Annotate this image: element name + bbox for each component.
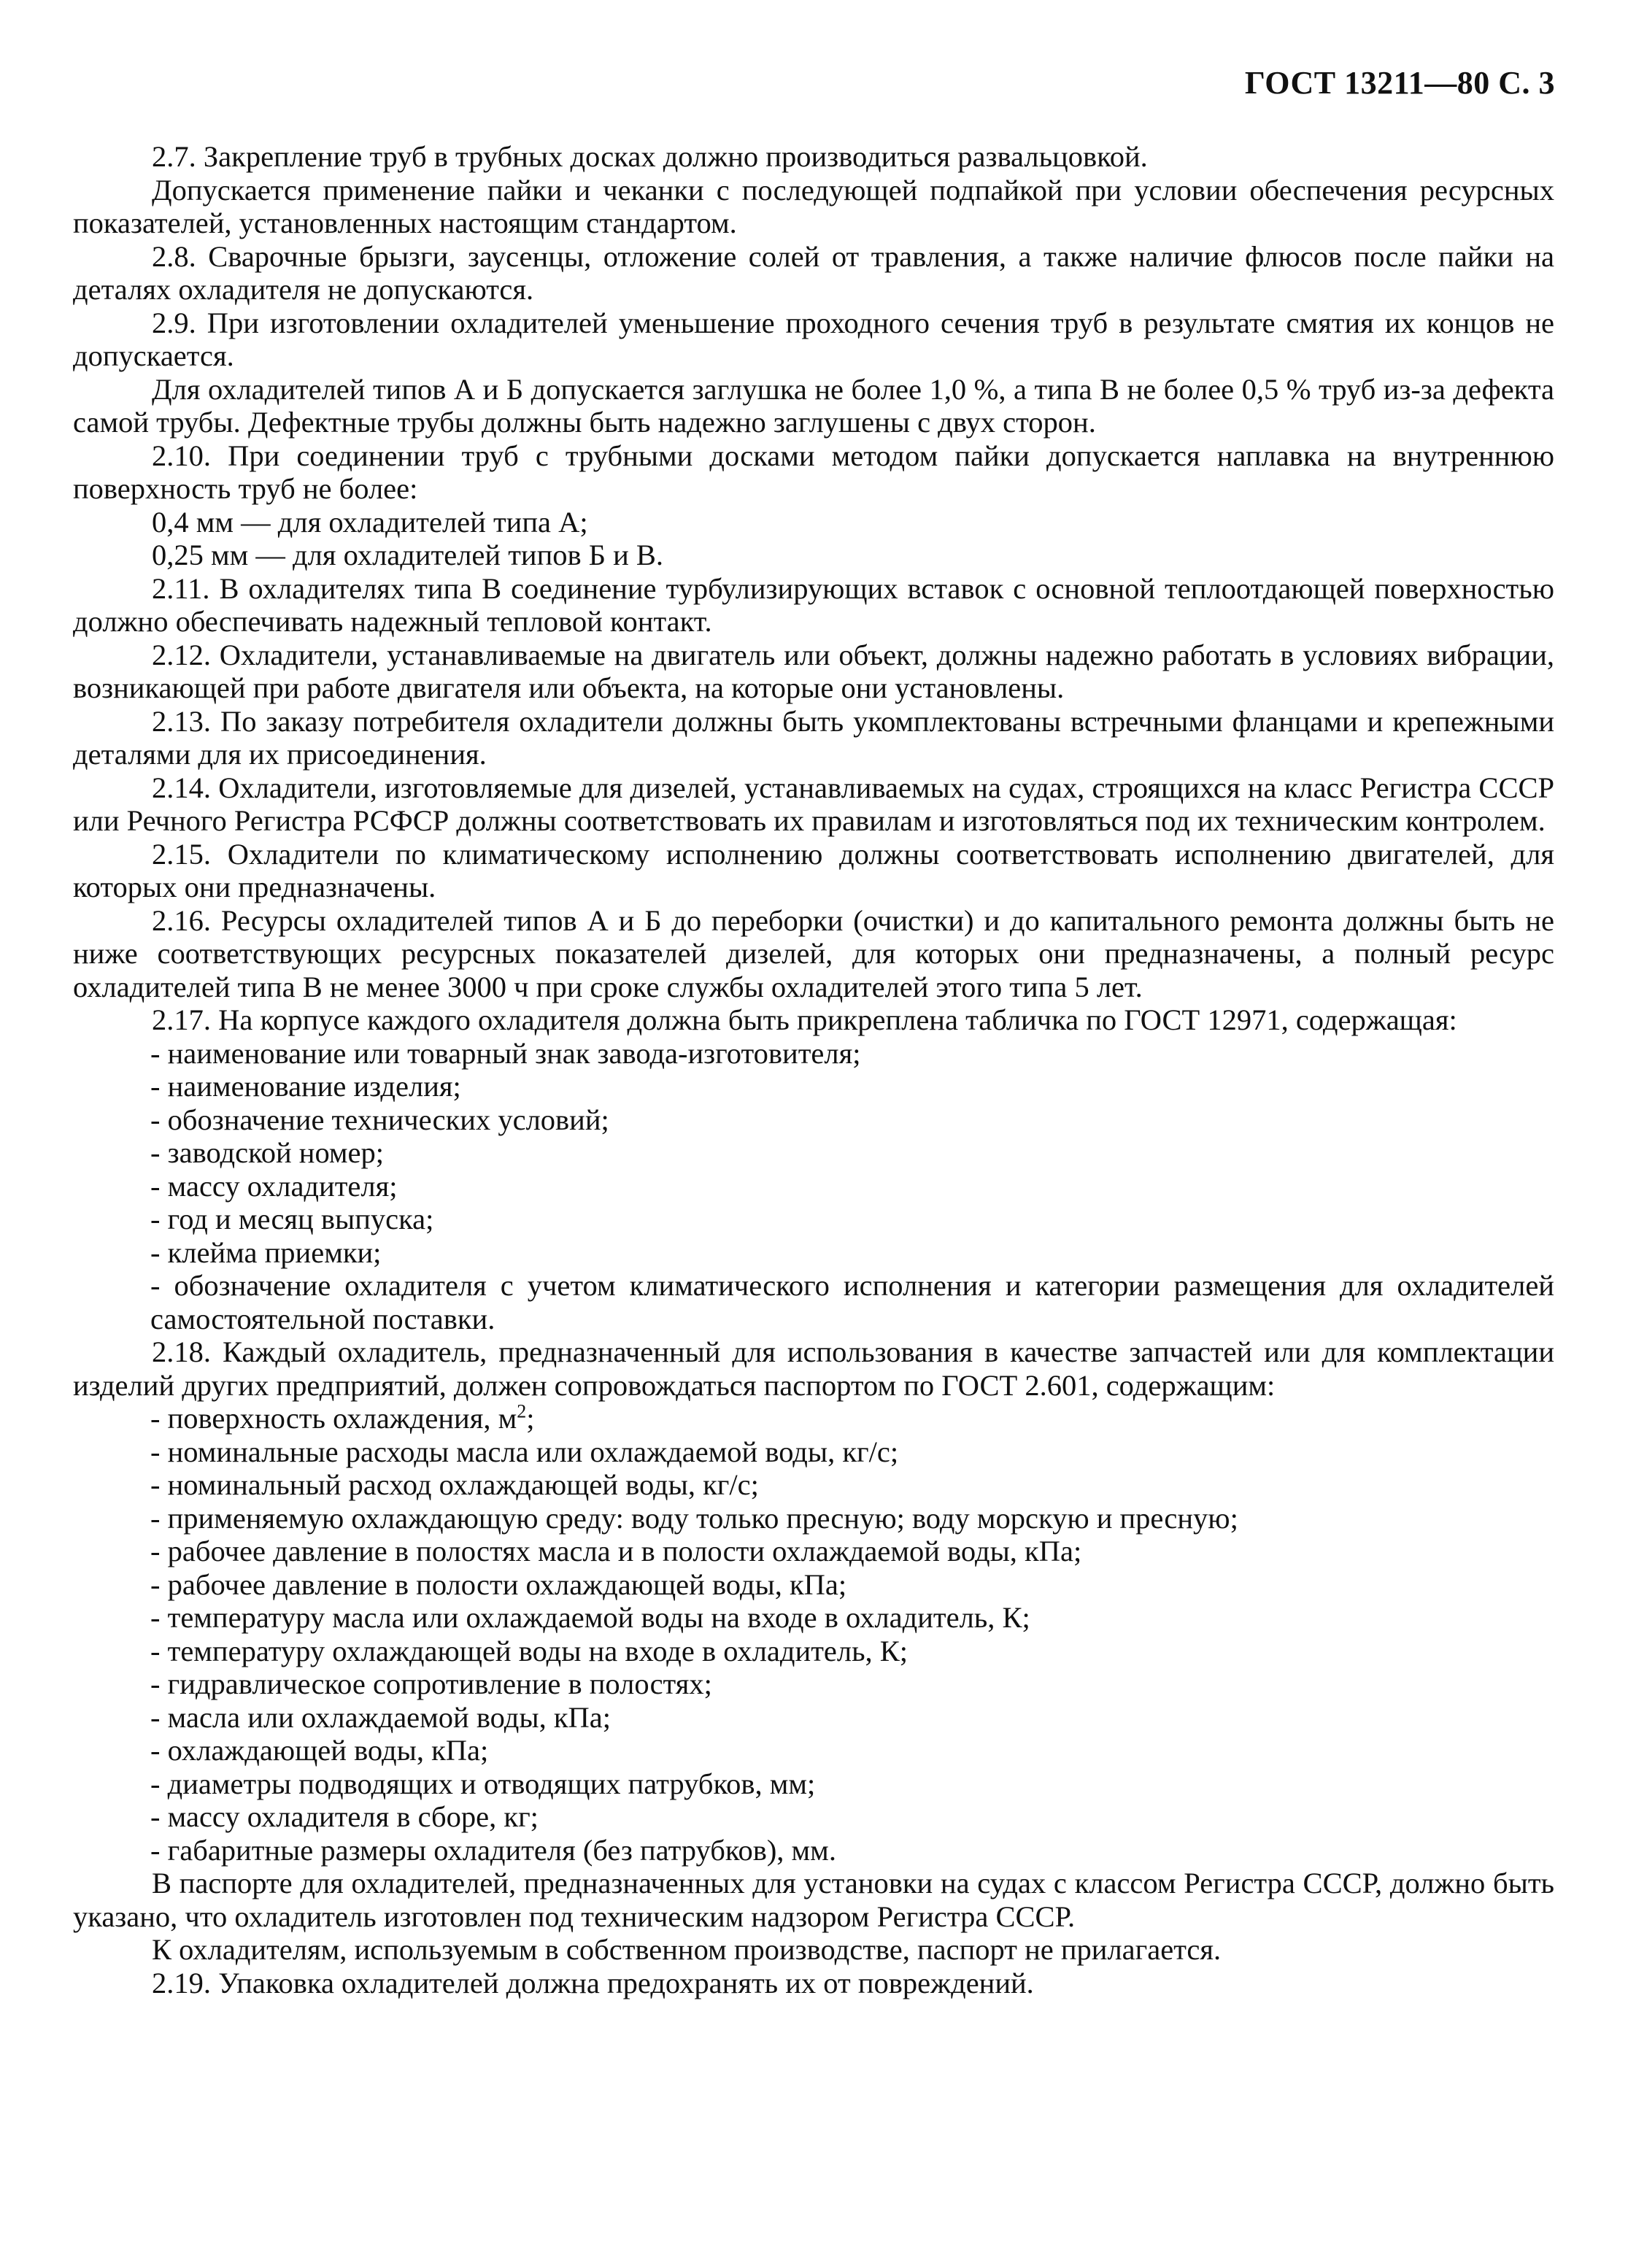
clause-2-10-item-b: 0,25 мм — для охладителей типов Б и В. [152, 539, 664, 571]
list-item: - рабочее давление в полостях масла и в полости охлаждаемой воды, кПа; [73, 1535, 1554, 1568]
list-item: - температуру масла или охлаждаемой воды на входе в охладитель, К; [73, 1601, 1554, 1635]
list-item: - гидравлическое сопротивление в полостях; [73, 1667, 1554, 1701]
clause-2-18-own-use: К охладителям, используемым в собственном производстве, паспорт не прилагается. [152, 1933, 1222, 1966]
list-item: - год и месяц выпуска; [73, 1203, 1554, 1236]
clause-2-16: 2.16. Ресурсы охладителей типов А и Б до переборки (очистки) и до капитального ремонта должны быть не ниже соответствующих ресурсных показателей дизелей, для которых они предназначены, а полный ресурс охладителей типа В не менее 3000 ч при сроке службы охладителей этого типа 5 лет. [73, 903, 1554, 1003]
list-item-wrapped: - обозначение охладителя с учетом климатического исполнения и категории размещения для охладителей самостоятельной поставки. [73, 1269, 1554, 1335]
clause-2-10-item-a: 0,4 мм — для охладителей типа А; [152, 505, 588, 539]
list-item: - габаритные размеры охладителя (без патрубков), мм. [73, 1834, 1554, 1867]
clause-2-7: 2.7. Закрепление труб в трубных досках должно производиться развальцовкой. [152, 140, 1148, 173]
list-item: - номинальные расходы масла или охлаждаемой воды, кг/с; [73, 1435, 1554, 1469]
clause-2-7-note: Допускается применение пайки и чеканки с последующей подпайкой при условии обеспечения ресурсных показателей, установленных настоящим стандартом. [73, 173, 1554, 239]
list-item: - наименование изделия; [73, 1070, 1554, 1103]
clause-2-8: 2.8. Сварочные брызги, заусенцы, отложение солей от травления, а также наличие флюсов после пайки на деталях охладителя не допускаются. [73, 239, 1554, 306]
list-item: - обозначение технических условий; [73, 1103, 1554, 1137]
clause-2-19: 2.19. Упаковка охладителей должна предохранять их от повреждений. [152, 1966, 1034, 1999]
superscript: 2 [517, 1400, 527, 1422]
list-item: - массу охладителя в сборе, кг; [73, 1800, 1554, 1834]
clause-2-18: 2.18. Каждый охладитель, предназначенный для использования в качестве запчастей или для комплектации изделий других предприятий, должен сопровождаться паспортом по ГОСТ 2.601, содержащим: [73, 1335, 1554, 1402]
list-item-text: поверхность охлаждения, м [167, 1402, 517, 1435]
list-item: - массу охладителя; [73, 1170, 1554, 1203]
list-item: - клейма приемки; [73, 1236, 1554, 1270]
list-item: - применяемую охлаждающую среду: воду только пресную; воду морскую и пресную; [73, 1502, 1554, 1535]
clause-2-9-note: Для охладителей типов А и Б допускается заглушка не более 1,0 %, а типа В не более 0,5 % труб из-за дефекта самой трубы. Дефектные трубы должны быть надежно заглушены с двух сторон. [73, 372, 1554, 439]
list-item: - заводской номер; [73, 1136, 1554, 1170]
list-item: - диаметры подводящих и отводящих патрубков, мм; [73, 1767, 1554, 1801]
clause-2-17: 2.17. На корпусе каждого охладителя должна быть прикреплена табличка по ГОСТ 12971, содержащая: [152, 1003, 1457, 1036]
list-item [73, 1402, 1554, 1435]
clause-2-15: 2.15. Охладители по климатическому исполнению должны соответствовать исполнению двигателей, для которых они предназначены. [73, 837, 1554, 903]
list-item: - рабочее давление в полости охлаждающей воды, кПа; [73, 1568, 1554, 1602]
list-item: - наименование или товарный знак завода-изготовителя; [73, 1037, 1554, 1071]
list-item: - номинальный расход охлаждающей воды, кг/с; [73, 1468, 1554, 1502]
page-header: ГОСТ 13211—80 С. 3 [1244, 65, 1555, 101]
clause-2-11: 2.11. В охладителях типа В соединение турбулизирующих вставок с основной теплоотдающей поверхностью должно обеспечивать надежный тепловой контакт. [73, 571, 1554, 638]
document-body [73, 140, 1554, 1999]
list-item: - температуру охлаждающей воды на входе в охладитель, К; [73, 1635, 1554, 1668]
list-item-tail: ; [526, 1402, 535, 1435]
clause-2-12: 2.12. Охладители, устанавливаемые на двигатель или объект, должны надежно работать в условиях вибрации, возникающей при работе двигателя или объекта, на которые они установлены. [73, 638, 1554, 704]
clause-2-10: 2.10. При соединении труб с трубными досками методом пайки допускается наплавка на внутреннюю поверхность труб не более: [73, 439, 1554, 505]
list-item: - масла или охлаждаемой воды, кПа; [73, 1701, 1554, 1735]
list-item: - охлаждающей воды, кПа; [73, 1734, 1554, 1767]
clause-2-18-register: В паспорте для охладителей, предназначенных для установки на судах с классом Регистра СССР, должно быть указано, что охладитель изготовлен под техническим надзором Регистра СССР. [73, 1867, 1554, 1933]
clause-2-14: 2.14. Охладители, изготовляемые для дизелей, устанавливаемых на судах, строящихся на класс Регистра СССР или Речного Регистра РСФСР должны соответствовать их правилам и изготовляться под их техническим контролем. [73, 771, 1554, 837]
clause-2-13: 2.13. По заказу потребителя охладители должны быть укомплектованы встречными фланцами и крепежными деталями для их присоединения. [73, 704, 1554, 771]
clause-2-9: 2.9. При изготовлении охладителей уменьшение проходного сечения труб в результате смятия их концов не допускается. [73, 306, 1554, 372]
